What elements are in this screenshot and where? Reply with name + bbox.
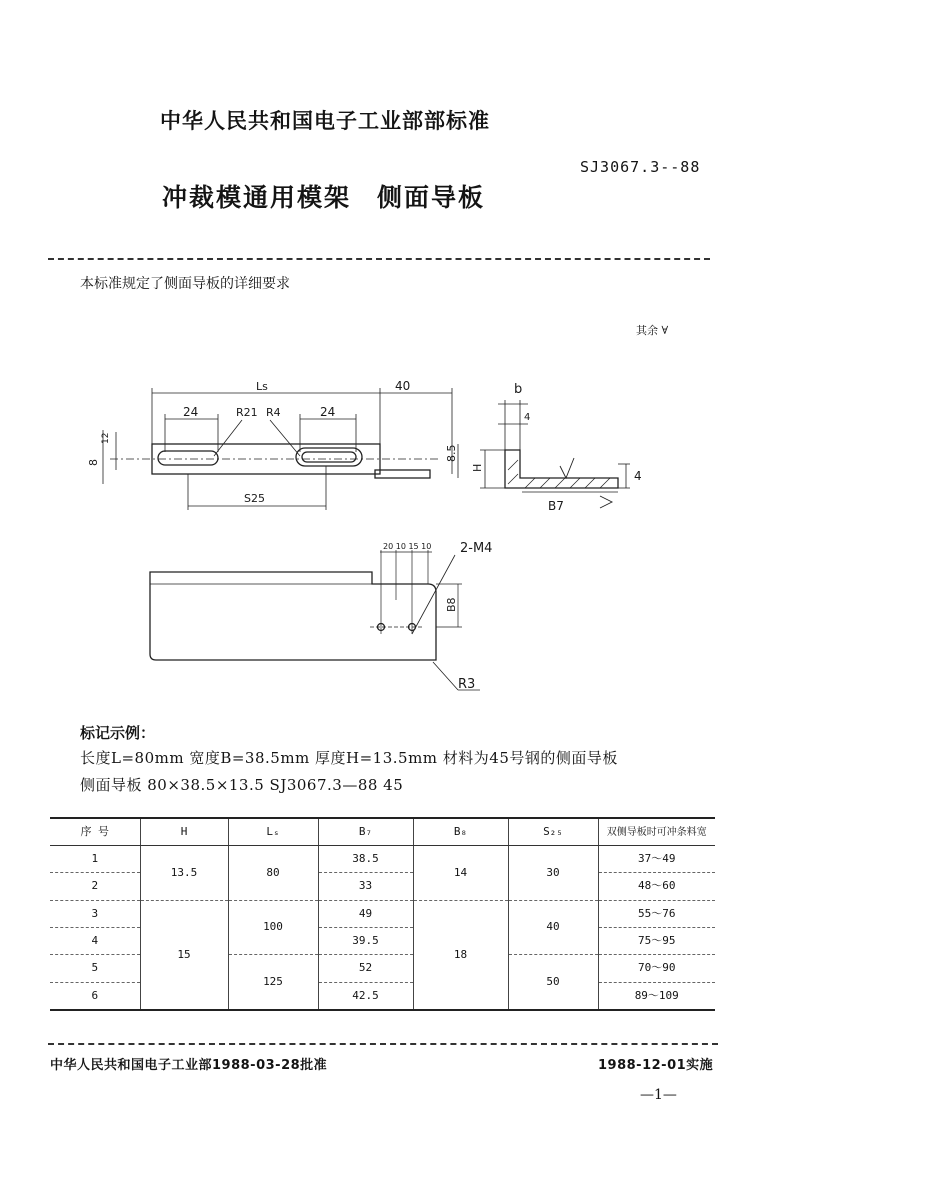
- cell-no: 2: [50, 873, 140, 900]
- cell-L: 80: [228, 846, 318, 901]
- cell-H: 13.5: [140, 846, 228, 901]
- cell-S: 50: [508, 955, 598, 1009]
- cell-width: 89～109: [598, 982, 715, 1009]
- organization-title: 中华人民共和国电子工业部部标准: [160, 109, 490, 133]
- slot-left: [158, 451, 218, 465]
- cell-B8: 18: [413, 900, 508, 1009]
- slot-right-inner: [302, 452, 356, 462]
- cell-B7: 49: [318, 900, 413, 927]
- effective-date: 1988-12-01实施: [598, 1058, 714, 1073]
- header-H: H: [140, 819, 228, 846]
- dim-B7: B7: [548, 499, 564, 513]
- header-L: Lₛ: [228, 819, 318, 846]
- title-part-2: 侧面导板: [377, 183, 486, 212]
- roughness-symbol-icon: ∀: [661, 324, 669, 337]
- marking-line-2: 侧面导板 80×38.5×13.5 SJ3067.3—88 45: [80, 776, 404, 794]
- cell-width: 37～49: [598, 846, 715, 873]
- cell-B7: 52: [318, 955, 413, 982]
- cell-no: 3: [50, 900, 140, 927]
- plate-top-view-tab: [375, 470, 430, 478]
- cell-B8: 14: [413, 846, 508, 901]
- cell-width: 75～95: [598, 927, 715, 954]
- cell-H: 15: [140, 900, 228, 1009]
- cell-width: 55～76: [598, 900, 715, 927]
- dim-S: S25: [244, 492, 265, 505]
- approval-date: 中华人民共和国电子工业部1988-03-28批准: [50, 1058, 328, 1073]
- dim-hole-spacing: 20 10 15 10: [383, 542, 432, 551]
- table-header-row: [50, 819, 715, 846]
- cell-no: 4: [50, 927, 140, 954]
- dim-b: b: [514, 382, 523, 397]
- roughness-label: 其余: [636, 324, 658, 337]
- cell-S: 40: [508, 900, 598, 955]
- dim-R21: R21: [236, 406, 258, 419]
- footer-divider: [48, 1043, 718, 1045]
- table-bottom-rule: [50, 1009, 715, 1011]
- marking-heading: 标记示例：: [80, 724, 156, 742]
- cell-B7: 39.5: [318, 927, 413, 954]
- spec-table: [50, 819, 715, 1009]
- dim-4-right: 4: [634, 469, 642, 483]
- header-B7: B₇: [318, 819, 413, 846]
- dim-12: 12: [101, 432, 111, 444]
- cell-L: 125: [228, 955, 318, 1009]
- marking-line-1: 长度L=80mm 宽度B=38.5mm 厚度H=13.5mm 材料为45号钢的侧面导板: [80, 749, 618, 767]
- header-no: 序 号: [50, 819, 140, 846]
- dim-4-top: 4: [524, 412, 531, 423]
- cell-B7: 33: [318, 873, 413, 900]
- header-strip-width: 双侧导板时可冲条料宽: [598, 819, 715, 846]
- cell-no: 5: [50, 955, 140, 982]
- dim-24-right: 24: [320, 405, 336, 419]
- cell-S: 30: [508, 846, 598, 901]
- plate-front-view: [150, 572, 436, 660]
- label-2-M4: 2-M4: [460, 541, 493, 556]
- cell-B7: 42.5: [318, 982, 413, 1009]
- cell-L: 100: [228, 900, 318, 955]
- table-row: [50, 900, 715, 927]
- cell-B7: 38.5: [318, 846, 413, 873]
- slot-right-outer: [296, 448, 362, 466]
- intro-text: 本标准规定了侧面导板的详细要求: [80, 276, 290, 292]
- cell-no: 1: [50, 846, 140, 873]
- dim-40: 40: [395, 379, 411, 393]
- dim-R3: R3: [458, 677, 476, 692]
- header-B8: B₈: [413, 819, 508, 846]
- cell-width: 48～60: [598, 873, 715, 900]
- dim-L: Ls: [256, 380, 268, 393]
- table-row: [50, 846, 715, 873]
- page-number: —1—: [640, 1087, 677, 1103]
- dim-8-5: 8.5: [445, 444, 458, 462]
- cell-width: 70～90: [598, 955, 715, 982]
- dim-B8: B8: [445, 597, 458, 612]
- dim-R4: R4: [266, 406, 281, 419]
- dim-H: H: [471, 463, 484, 472]
- cell-no: 6: [50, 982, 140, 1009]
- dim-24-left: 24: [183, 405, 199, 419]
- title-part-1: 冲裁模通用模架: [162, 183, 352, 212]
- standard-code: SJ3067.3--88: [580, 158, 701, 176]
- dim-8: 8: [87, 459, 100, 466]
- header-S: S₂₅: [508, 819, 598, 846]
